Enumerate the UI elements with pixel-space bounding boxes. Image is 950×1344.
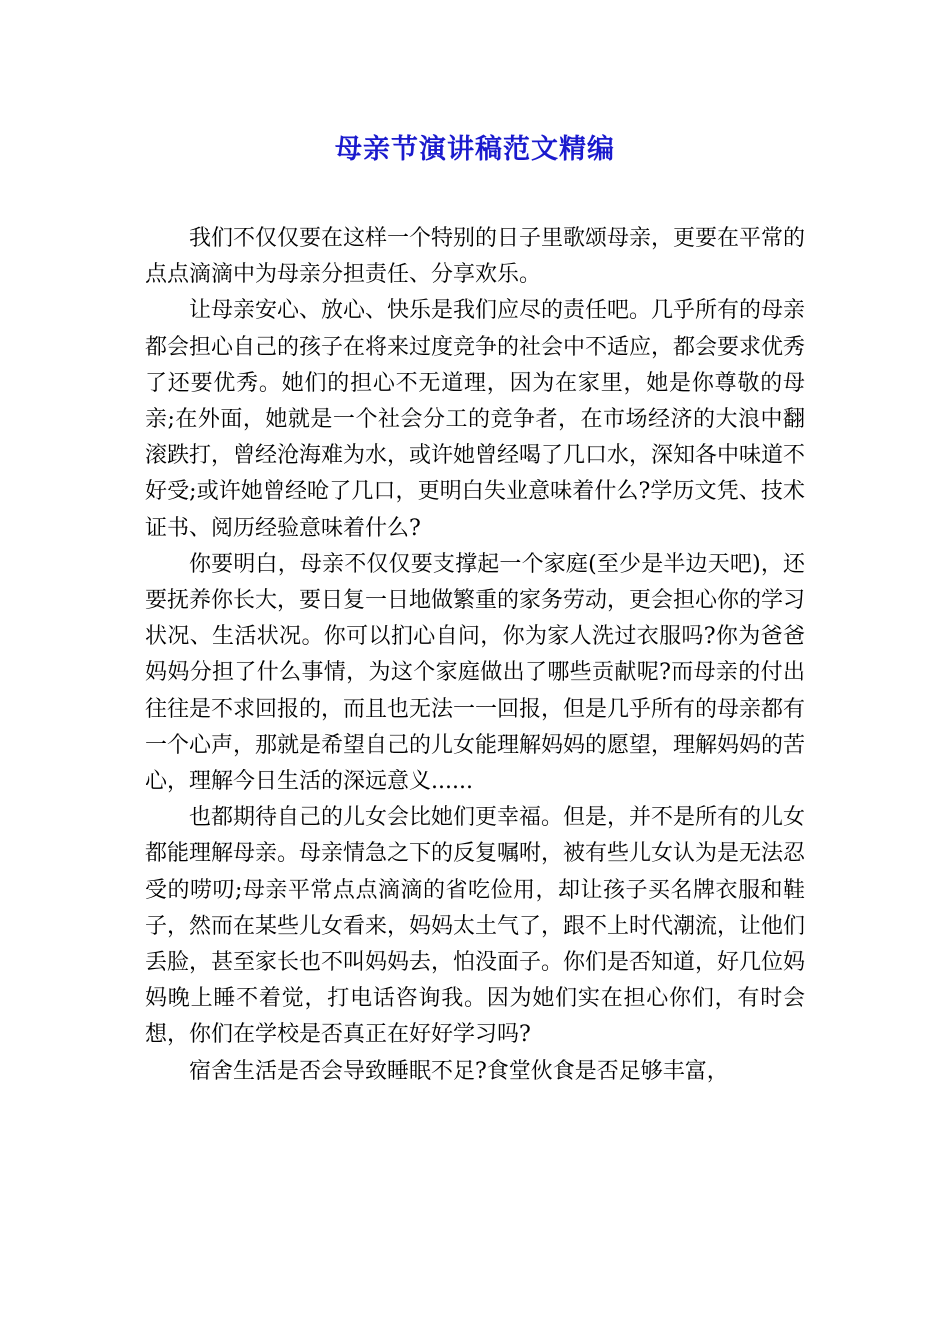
document-body: [145, 221, 805, 1090]
document-title: 母亲节演讲稿范文精编: [335, 134, 615, 165]
paragraph: 宿舍生活是否会导致睡眠不足?食堂伙食是否足够丰富，: [189, 1058, 729, 1084]
paragraph: 让母亲安心、放心、快乐是我们应尽的责任吧。几乎所有的母亲都会担心自己的孩子在将来过度竞争的社会中不适应，都会要求优秀了还要优秀。她们的担心不无道理，因为在家里，她是你尊敬的母亲;在外面，她就是一个社会分工的竞争者，在市场经济的大浪中翻滚跌打，曾经沧海难为水，或许她曾经喝了几口水，深知各中味道不好受;或许她曾经呛了几口，更明白失业意味着什么?学历文凭、技术证书、阅历经验意味着什么?: [145, 298, 806, 541]
paragraph: 我们不仅仅要在这样一个特别的日子里歌颂母亲，更要在平常的点点滴滴中为母亲分担责任、分享欢乐。: [145, 226, 806, 288]
paragraph: 你要明白，母亲不仅仅要支撑起一个家庭(至少是半边天吧)，还要抚养你长大，要日复一日地做繁重的家务劳动，更会担心你的学习状况、生活状况。你可以扪心自问，你为家人洗过衣服吗?你为爸爸妈妈分担了什么事情，为这个家庭做出了哪些贡献呢?而母亲的付出往往是不求回报的，而且也无法一一回报，但是几乎所有的母亲都有一个心声，那就是希望自己的儿女能理解妈妈的愿望，理解妈妈的苦心，理解今日生活的深远意义......: [145, 551, 806, 795]
paragraph: 也都期待自己的儿女会比她们更幸福。但是，并不是所有的儿女都能理解母亲。母亲情急之下的反复嘱咐，被有些儿女认为是无法忍受的唠叨;母亲平常点点滴滴的省吃俭用，却让孩子买名牌衣服和鞋子，然而在某些儿女看来，妈妈太土气了，跟不上时代潮流，让他们丢脸，甚至家长也不叫妈妈去，怕没面子。你们是否知道，好几位妈妈晚上睡不着觉，打电话咨询我。因为她们实在担心你们，有时会想，你们在学校是否真正在好好学习吗?: [145, 805, 806, 1048]
